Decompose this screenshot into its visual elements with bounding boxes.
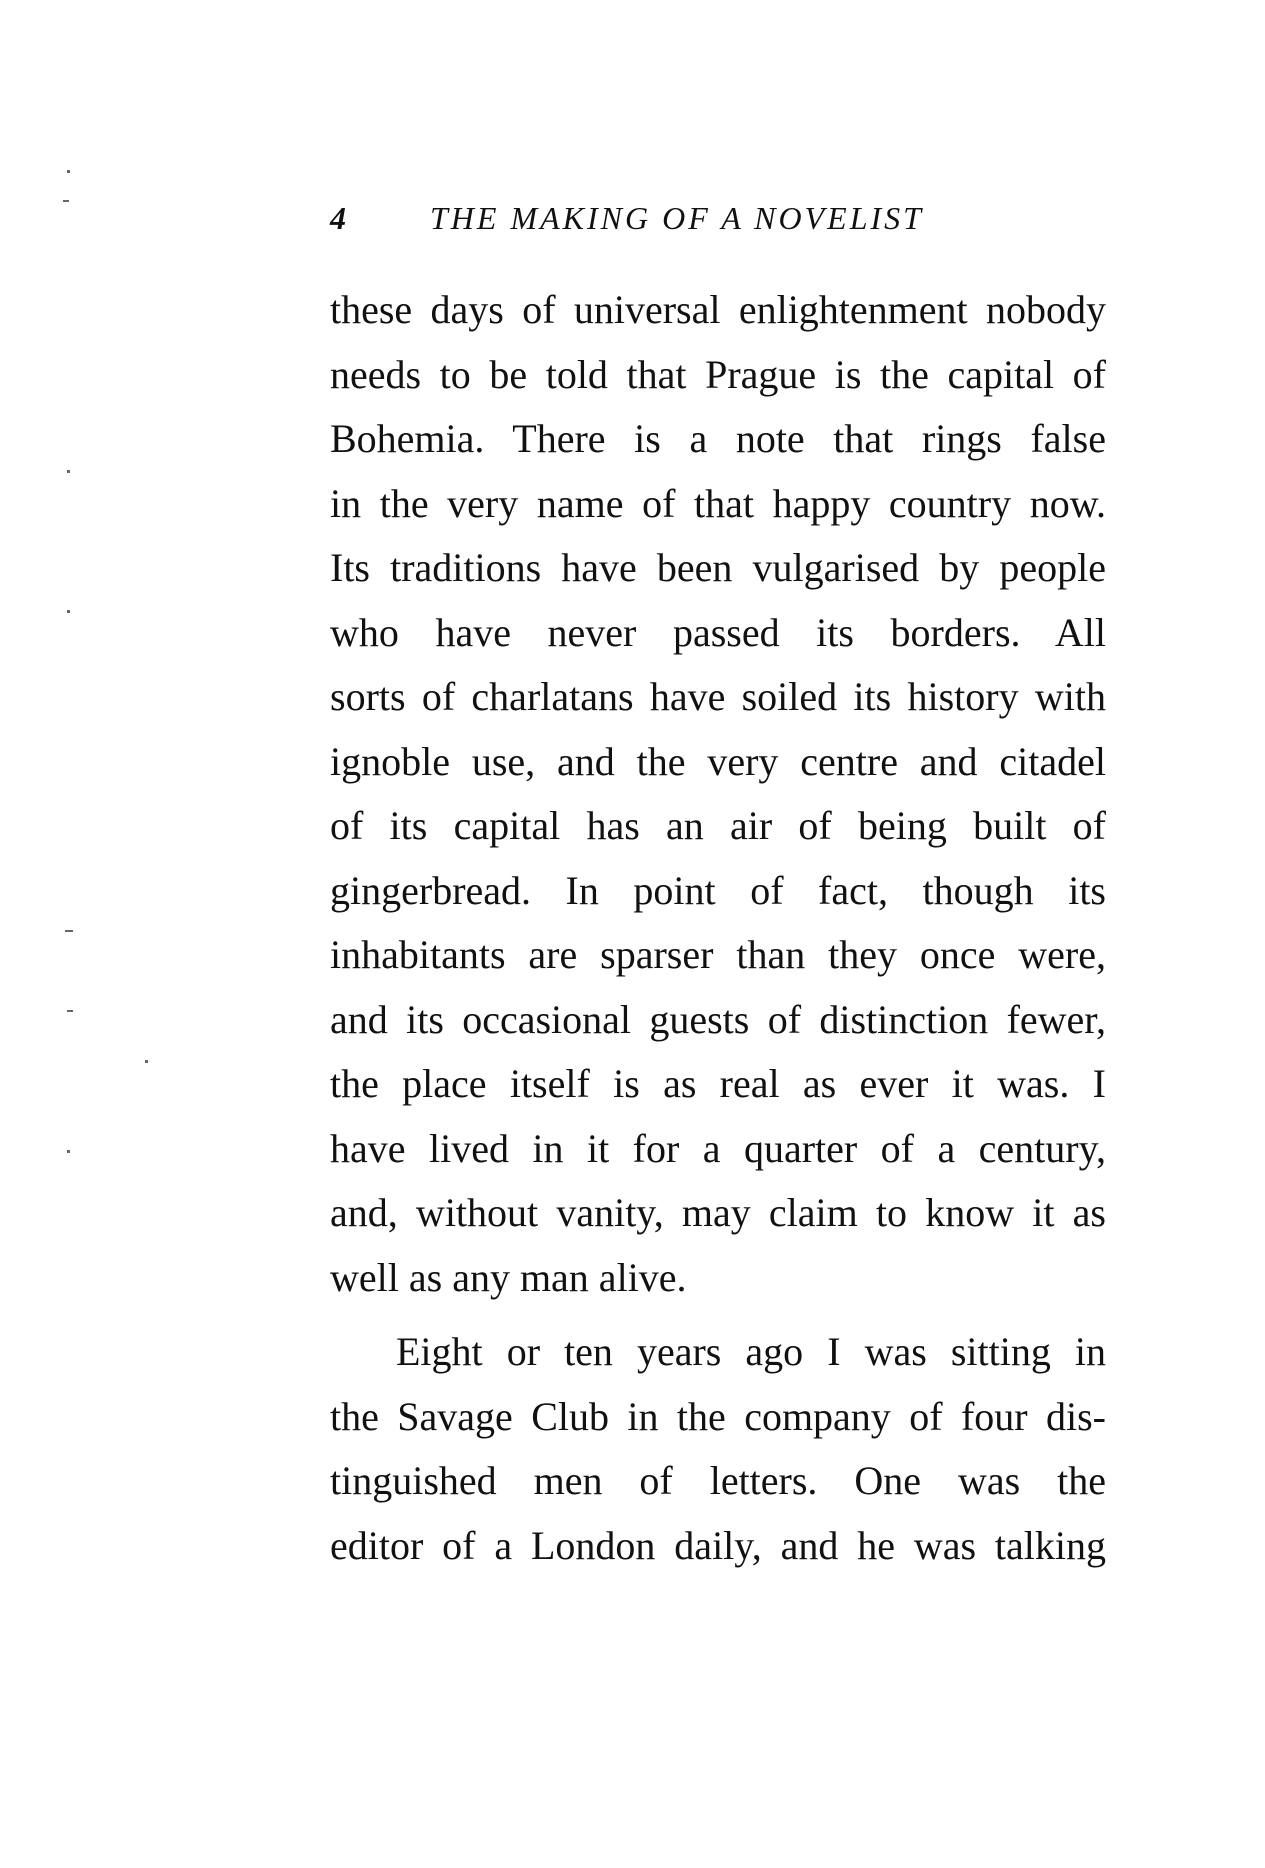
text-line: tinguished men of letters. One was the <box>330 1458 1106 1503</box>
text-line: of its capital has an air of being built of <box>330 803 1106 848</box>
running-header <box>330 200 1110 240</box>
text-line: these days of universal enlightenment nobody <box>330 287 1106 332</box>
text-line: editor of a London daily, and he was talking <box>330 1522 1106 1568</box>
text-line: have lived in it for a quarter of a century, <box>330 1125 1106 1171</box>
scan-speck <box>145 1060 148 1063</box>
text-line: and, without vanity, may claim to know it as <box>330 1190 1106 1235</box>
text-line: well as any man alive. <box>330 1254 687 1300</box>
scan-speck <box>67 610 70 613</box>
text-line: Bohemia. There is a note that rings false <box>330 416 1106 461</box>
text-line: in the very name of that happy country now. <box>330 480 1106 526</box>
text-line: and its occasional guests of distinction fewer, <box>330 996 1106 1042</box>
scan-speck <box>67 470 70 473</box>
paragraph <box>330 1320 1106 1578</box>
text-line: the place itself is as real as ever it was. I <box>330 1061 1106 1106</box>
text-line: ignoble use, and the very centre and citadel <box>330 738 1106 784</box>
text-line: Eight or ten years ago I was sitting in <box>396 1329 1106 1374</box>
scan-speck <box>67 1010 73 1012</box>
text-line: inhabitants are sparser than they once were, <box>330 932 1106 977</box>
text-line: sorts of charlatans have soiled its history with <box>330 674 1106 719</box>
scan-speck <box>67 1150 70 1153</box>
scan-speck <box>65 930 73 932</box>
paragraph <box>330 278 1106 1310</box>
body-text <box>330 278 1106 1578</box>
text-line: needs to be told that Prague is the capital of <box>330 351 1106 397</box>
running-title: THE MAKING OF A NOVELIST <box>430 200 924 236</box>
page-number: 4 <box>330 200 346 236</box>
paragraph-gap <box>330 1310 1106 1320</box>
text-line: who have never passed its borders. All <box>330 609 1106 655</box>
text-line: gingerbread. In point of fact, though its <box>330 867 1106 913</box>
margin-scan-marks <box>55 150 115 1400</box>
scan-speck <box>63 200 69 202</box>
text-line: the Savage Club in the company of four dis- <box>330 1393 1106 1439</box>
scan-speck <box>67 170 70 173</box>
text-line: Its traditions have been vulgarised by people <box>330 545 1106 590</box>
